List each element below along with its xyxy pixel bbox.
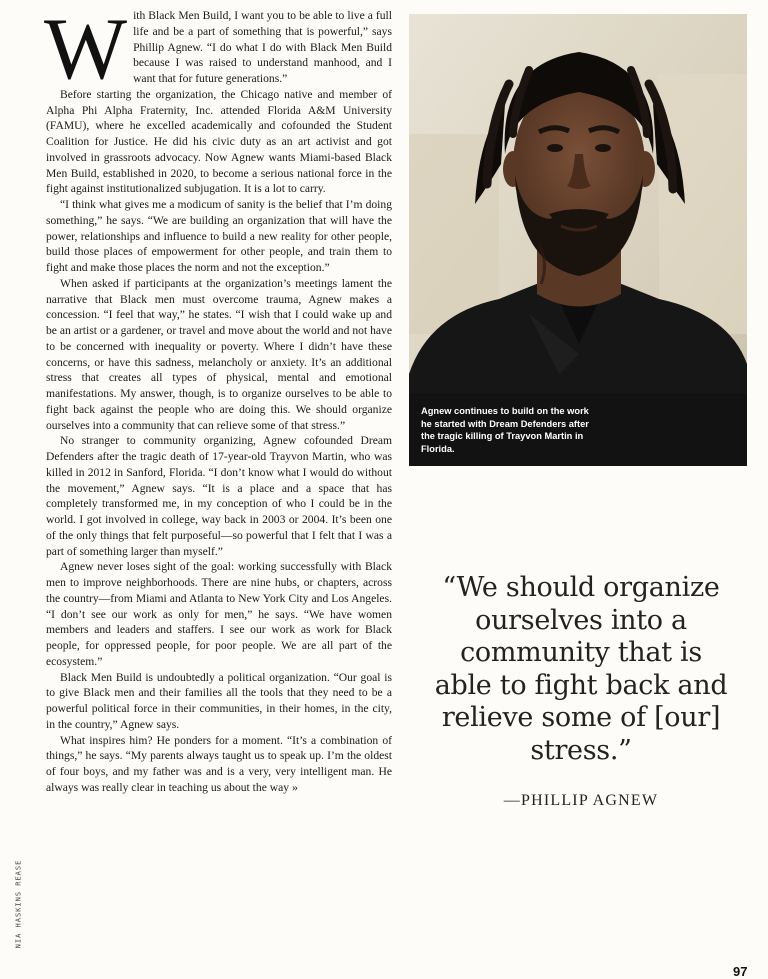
page-number: 97 <box>733 964 748 979</box>
paragraph: No stranger to community organizing, Agnew cofounded Dream Defenders after the tragic death of 17-year-old Trayvon Martin, who was killed in 2012 in Sanford, Florida. “I don’t know what I would do without the movement,” Agnew says. “It is a place and a space that has completely transformed me, in my conception of who I could be in the world. I got involved in college, way back in 2003 or 2004. It’s been one of the only things that felt purposeful—so powerful that I felt that I was a part of something larger than myself.” <box>46 434 392 558</box>
paragraph: Before starting the organization, the Chicago native and member of Alpha Phi Alpha Fraternity, Inc. attended Florida A&M University (FAMU), where he excelled academically and cofounded the Student Coalition for Justice. He did his civic duty as an art activist and got involved in grassroots advocacy. Now Agnew wants Miami-based Black Men Build, established in 2020, to become a serious national force in the fight against institutionalized subjugation. It is a lot to carry. <box>46 87 392 196</box>
paragraph-text: What inspires him? He ponders for a moment. “It’s a combination of things,” he says. “My parents always taught us to speak up. I’m the oldest of four boys, and my father was and is a very, very intelligent man. He always was really clear in teaching us about the way <box>46 733 392 794</box>
continue-arrow-icon: » <box>291 779 298 794</box>
paragraph-last <box>46 733 392 796</box>
paragraph: Agnew never loses sight of the goal: working successfully with Black men to improve neighborhoods. There are nine hubs, or chapters, across the country—from Miami and Atlanta to New York City and Los Angeles. “I don’t see our work as only for men,” he says. “We have women members and leaders and staffers. I see our work as work for Black people, for oppressed people, for poor people. We are all part of the ecosystem.” <box>46 560 392 668</box>
portrait-photo <box>409 14 747 466</box>
paragraph: Black Men Build is undoubtedly a political organization. “Our goal is to give Black men and their families all the tools that they need to be a powerful political force in their communities, in their homes, in the city, in the country,” Agnew says. <box>46 670 392 731</box>
article-column <box>44 1 392 796</box>
photo-caption: Agnew continues to build on the work he started with Dream Defenders after the tragic killing of Trayvon Martin in Florida. <box>421 406 589 454</box>
pull-quote: “We should organize ourselves into a community that is able to fight back and relieve some of [our] stress.” <box>434 572 728 766</box>
portrait-illustration <box>409 14 747 466</box>
lead-paragraph <box>44 1 392 98</box>
paragraph-text: ith Black Men Build, I want you to be able to live a full life and be a part of something that is powerful,” says Phillip Agnew. “I do what I do with Black Men Build because I was raised to understand manhood, and I want that for future generations.” <box>133 9 392 85</box>
pull-quote-attribution: —PHILLIP AGNEW <box>503 792 659 809</box>
photo-credit: NIA HASKINS REASE <box>14 859 23 949</box>
drop-cap: W <box>44 1 128 98</box>
paragraph: When asked if participants at the organization’s meetings lament the narrative that Black men must overcome trauma, Agnew makes a concession. “I feel that way,” he states. “I wish that I could wake up and be an artist or a gardener, or travel and move about the world and not have to be concerned with inequality or poverty. Where I didn’t have these concerns, or have this sadness, melancholy or anxiety. It’s an additional stress that creates all types of physical, mental and emotional manifestations. My answer, though, is to organize ourselves to be able to fight back against the people who are doing this. We should organize ourselves into a community that can relieve some of that stress.” <box>46 276 392 432</box>
paragraph: “I think what gives me a modicum of sanity is the belief that I’m doing something,” he says. “We are building an organization that will have the power, relationships and influence to build a new reality for other people, build those places of empowerment for other people, and train them to fight and make those places the norm and not the exception.” <box>46 198 392 274</box>
